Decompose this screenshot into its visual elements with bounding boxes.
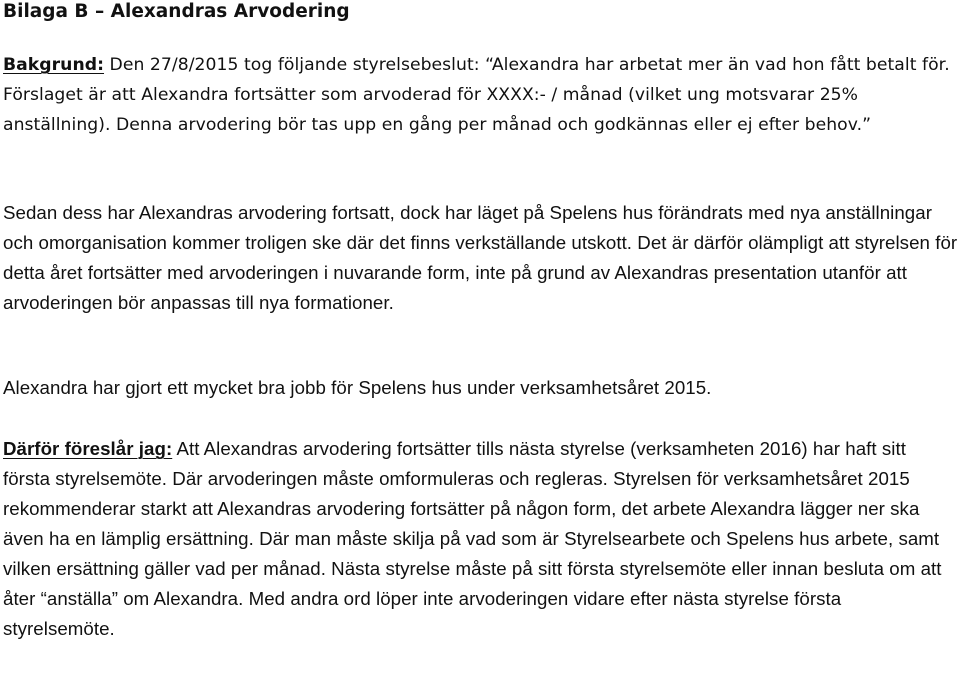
proposal-text: Att Alexandras arvodering fortsätter tills nästa styrelse (verksamheten 2016) har haft sitt första styrelsemöte. Där arvoderingen måste omformuleras och regleras. Styrelsen för verksamhetsåret 2015 rekommenderar starkt att Alexandras arvodering fortsätter på någon form, det arbete Alexandra lägger ner ska även ha en lämplig ersättning. Där man måste skilja på vad som är Styrelsearbete och Spelens hus arbete, samt vilken ersättning gäller vad per månad. Nästa styrelse måste på sitt första styrelsemöte eller innan besluta om att åter “anställa” om Alexandra. Med andra ord löper inte arvoderingen vidare efter nästa styrelse första styrelsemöte. [3,438,942,639]
praise-paragraph: Alexandra har gjort ett mycket bra jobb för Spelens hus under verksamhetsåret 2015. [3,377,712,398]
background-heading: Bakgrund: [3,55,105,75]
proposal-heading: Därför föreslår jag: [3,438,173,459]
status-paragraph: Sedan dess har Alexandras arvodering fortsatt, dock har läget på Spelens hus förändrats med nya anställningar och omorganisation kommer troligen ske där det finns verkställande utskott. Det är därför olämpligt att styrelsen för detta året fortsätter med arvoderingen i nuvarande form, inte på grund av Alexandras presentation utanför att arvoderingen bör anpassas till nya formationer. [3,202,958,313]
background-text: Den 27/8/2015 tog följande styrelsebeslut: “Alexandra har arbetat mer än vad hon fått betalt för. Förslaget är att Alexandra fortsätter som arvoderad för XXXX:- / månad (vilket ung motsvarar 25% anställning). Denna arvodering bör tas upp en gång per månad och godkännas eller ej efter behov.” [3,55,950,135]
document-title: Bilaga B – Alexandras Arvodering [3,1,350,22]
document-page [3,0,958,639]
proposal-paragraph [3,434,958,644]
background-paragraph [3,50,958,140]
